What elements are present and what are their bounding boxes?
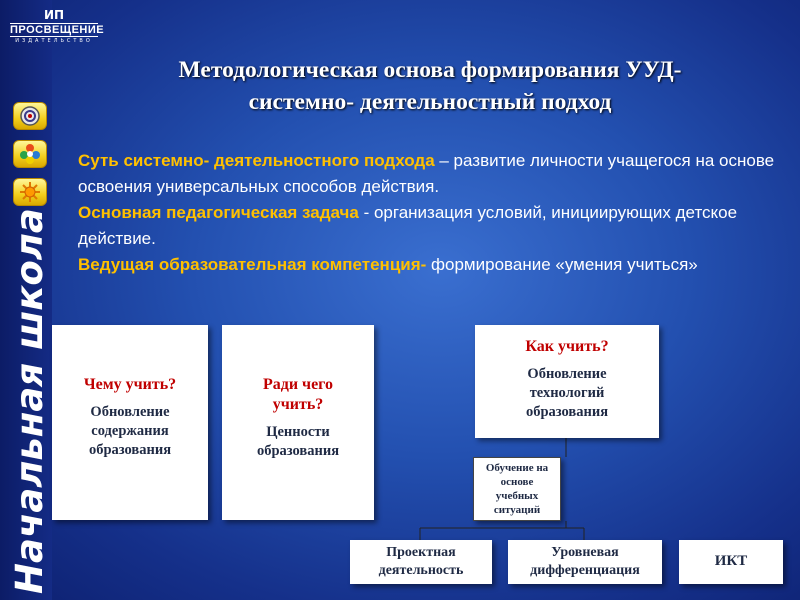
title-line-2: системно- деятельностный подход — [248, 89, 612, 115]
box-ikt — [679, 540, 783, 584]
what-question: Чему учить? — [83, 376, 177, 393]
level-differentiation-text: Уровневая дифференциация — [530, 545, 640, 578]
box-level-differentiation — [508, 540, 662, 584]
box-project-activity — [350, 540, 492, 584]
box-why-teach — [222, 325, 374, 520]
how-question: Как учить? — [525, 338, 609, 355]
why-answer: Ценности образования — [256, 424, 340, 459]
competence-text: формирование «умения учиться» — [426, 255, 698, 274]
task-text: - организация условий, инициирующих детское действие. — [78, 203, 738, 248]
competence-label: Ведущая образовательная компетенция- — [78, 255, 427, 274]
task-label: Основная педагогическая задача — [78, 203, 359, 222]
box-how-to-teach — [475, 325, 659, 438]
what-answer: Обновление содержания образования — [88, 404, 172, 458]
learning-situations-text: Обучение на основе учебных ситуаций — [485, 462, 549, 516]
logo-mark: ИП — [43, 8, 65, 22]
project-activity-text: Проектная деятельность — [378, 545, 464, 578]
logo-subtitle: ИЗДАТЕЛЬСТВО — [15, 38, 93, 44]
box-what-to-teach — [52, 325, 208, 520]
ikt-text: ИКТ — [714, 553, 748, 569]
title-line-1: Методологическая основа формирования УУД- — [178, 57, 682, 83]
essence-label: Суть системно- деятельностного подхода — [78, 151, 435, 170]
box-learning-situations — [473, 457, 561, 521]
logo-brand: ПРОСВЕЩЕНИЕ — [10, 24, 105, 36]
why-question: Ради чего учить? — [262, 376, 334, 413]
how-answer: Обновление технологий образования — [525, 366, 609, 420]
vertical-label: Начальная школа — [8, 208, 51, 594]
essence-text: – развитие личности учащегося на основе освоения универсальных способов действия. — [78, 151, 775, 196]
